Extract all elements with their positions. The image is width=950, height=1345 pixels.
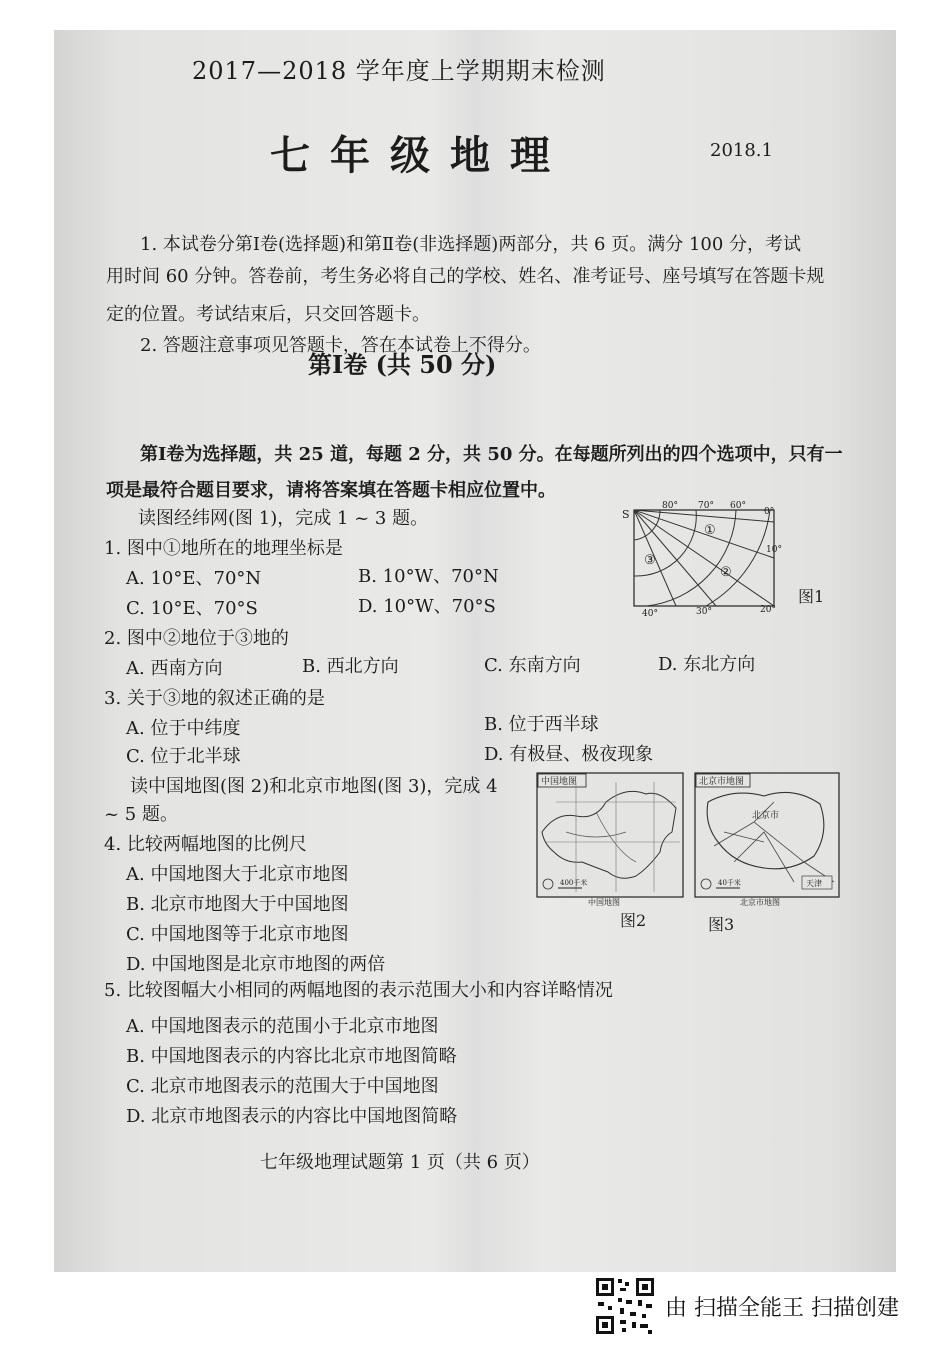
- instruction-1-line1: 1. 本试卷分第Ⅰ卷(选择题)和第Ⅱ卷(非选择题)两部分，共 6 页。满分 100 分，考试: [140, 234, 802, 255]
- question-5-option-c: C. 北京市地图表示的范围大于中国地图: [126, 1076, 439, 1097]
- china-map-scale: 400千米: [560, 879, 588, 887]
- figure-1-caption: 图1: [798, 587, 825, 606]
- group2-prompt-line1: 读中国地图(图 2)和北京市地图(图 3)，完成 4: [130, 776, 498, 797]
- question-2-option-b: B. 西北方向: [302, 656, 399, 677]
- question-4-option-c: C. 中国地图等于北京市地图: [126, 924, 349, 945]
- tianjin-label: 天津: [806, 879, 822, 888]
- question-3-option-a: A. 位于中纬度: [126, 718, 241, 739]
- beijing-city-label: 北京市: [752, 811, 780, 821]
- question-2-option-d: D. 东北方向: [658, 654, 756, 675]
- question-4-stem: 4. 比较两幅地图的比例尺: [104, 834, 307, 855]
- group2-prompt-line2: ~ 5 题。: [104, 804, 178, 825]
- beijing-map-drawing: [694, 772, 840, 908]
- question-2-stem: 2. 图中②地位于③地的: [104, 628, 289, 649]
- instruction-1-line3: 定的位置。考试结束后，只交回答题卡。: [106, 304, 430, 325]
- question-5-option-a: A. 中国地图表示的范围小于北京市地图: [126, 1016, 439, 1037]
- instruction-1-line2: 用时间 60 分钟。答卷前，考生务必将自己的学校、姓名、准考证号、座号填写在答题卡规: [106, 266, 825, 287]
- fig1-lat-label: 10°: [766, 545, 782, 555]
- fig1-lon-bottom-label: 30°: [696, 607, 712, 617]
- exam-date: 2018.1: [710, 140, 773, 161]
- fig1-lon-top-label: 70°: [698, 501, 714, 511]
- part-intro-line1: 第Ⅰ卷为选择题，共 25 道，每题 2 分，共 50 分。在每题所列出的四个选项中，只有一: [140, 444, 843, 465]
- question-1-option-a: A. 10°E、70°N: [126, 568, 262, 589]
- question-5-stem: 5. 比较图幅大小相同的两幅地图的表示范围大小和内容详略情况: [104, 980, 613, 1001]
- fig1-lon-top-label: 80°: [662, 501, 678, 511]
- figure-3-beijing-map: [694, 772, 840, 908]
- question-4-option-a: A. 中国地图大于北京市地图: [126, 864, 349, 885]
- question-3-option-b: B. 位于西半球: [484, 714, 599, 735]
- figure-3-caption: 图3: [708, 915, 735, 934]
- question-5-option-b: B. 中国地图表示的内容比北京市地图简略: [126, 1046, 457, 1067]
- group1-prompt: 读图经纬网(图 1)，完成 1 ~ 3 题。: [138, 508, 429, 529]
- qr-code-icon: [594, 1276, 656, 1336]
- question-3-stem: 3. 关于③地的叙述正确的是: [104, 688, 325, 709]
- question-1-stem: 1. 图中①地所在的地理坐标是: [104, 538, 343, 559]
- question-5-option-d: D. 北京市地图表示的内容比中国地图简略: [126, 1106, 458, 1127]
- question-2-option-a: A. 西南方向: [126, 658, 223, 679]
- question-3-option-c: C. 位于北半球: [126, 746, 241, 767]
- fig1-pole-label: S: [622, 508, 630, 521]
- scanner-label: 由 扫描全能王 扫描创建: [665, 1296, 899, 1321]
- figure-2-caption: 图2: [620, 911, 647, 930]
- graticule-drawing: [620, 498, 790, 618]
- china-map-drawing: [536, 772, 684, 906]
- subject-title: 七年级地理: [270, 132, 570, 179]
- part-intro-line2: 项是最符合题目要求，请将答案填在答题卡相应位置中。: [106, 480, 556, 501]
- beijing-map-title: 北京市地图: [699, 777, 745, 787]
- question-4-option-b: B. 北京市地图大于中国地图: [126, 894, 349, 915]
- fig1-marker-1: ①: [704, 523, 716, 538]
- china-map-title: 中国地图: [541, 777, 578, 787]
- beijing-map-subtitle: 北京市地图: [740, 898, 780, 907]
- figure-2-china-map: [536, 772, 684, 906]
- question-1-option-d: D. 10°W、70°S: [358, 596, 496, 617]
- figure-1-graticule: [620, 498, 790, 618]
- fig1-lon-top-label: 60°: [730, 501, 746, 511]
- question-2-option-c: C. 东南方向: [484, 655, 581, 676]
- beijing-map-scale: 40千米: [718, 879, 741, 887]
- scanner-watermark: [590, 1276, 930, 1336]
- question-4-option-d: D. 中国地图是北京市地图的两倍: [126, 954, 386, 975]
- page-footer: 七年级地理试题第 1 页（共 6 页）: [260, 1152, 540, 1173]
- instruction-2: 2. 答题注意事项见答题卡，答在本试卷上不得分。: [140, 335, 541, 356]
- question-1-option-b: B. 10°W、70°N: [358, 566, 499, 587]
- fig1-lat-label: 0°: [764, 507, 775, 517]
- exam-header: 2017—2018 学年度上学期期末检测: [192, 57, 606, 85]
- question-1-option-c: C. 10°E、70°S: [126, 598, 258, 619]
- fig1-lon-bottom-label: 40°: [642, 609, 658, 618]
- fig1-lon-bottom-label: 20°: [760, 605, 776, 615]
- china-map-subtitle: 中国地图: [588, 898, 620, 906]
- fig1-marker-3: ③: [644, 553, 656, 568]
- fig1-marker-2: ②: [720, 565, 732, 580]
- part-title: 第Ⅰ卷 (共 50 分): [308, 350, 497, 379]
- question-3-option-d: D. 有极昼、极夜现象: [484, 744, 654, 765]
